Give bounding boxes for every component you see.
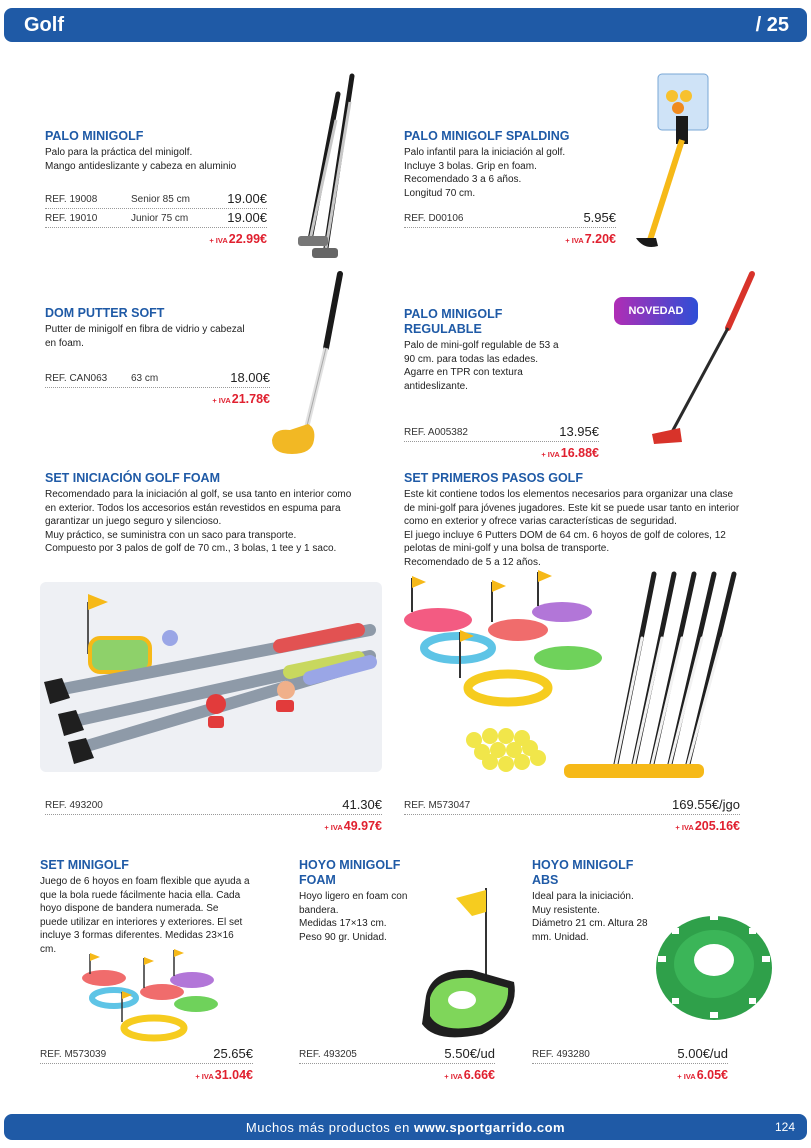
desc-line: Palo infantil para la iniciación al golf. [404, 147, 566, 158]
foam-hole-photo [412, 884, 524, 1044]
iva-price: + IVA6.66€ [444, 1068, 495, 1082]
desc-line: Palo de mini-golf regulable de 53 a [404, 340, 559, 351]
iva-price: + IVA7.20€ [565, 232, 616, 246]
page-header [4, 8, 807, 42]
desc-line: Recomendado de 5 a 12 años. [404, 556, 541, 568]
product-description [45, 146, 305, 173]
ref-detail: Junior 75 cm [131, 213, 189, 224]
product-title: DOM PUTTER SOFT [45, 306, 165, 320]
ref-code: REF. 493205 [299, 1049, 357, 1060]
iva-price: + IVA16.88€ [541, 446, 599, 460]
ref-code: REF. M573047 [404, 800, 471, 811]
ref-price: 18.00€ [230, 370, 270, 385]
desc-line: mm. Unidad. [532, 931, 589, 943]
section-number: / 25 [755, 14, 789, 36]
desc-line: Palo para la práctica del minigolf. [45, 147, 193, 158]
desc-line: Este kit contiene todos los elementos necesarios para organizar una clase [404, 489, 734, 500]
desc-line: que la bola ruede fácilmente hacia ella. Cada [40, 889, 241, 901]
ref-price: 169.55€/jgo [672, 797, 740, 812]
ref-detail: 63 cm [131, 373, 159, 384]
desc-line: Muy práctico, se suministra con un saco para transporte. [45, 529, 297, 541]
desc-line: Incluye 3 bolas. Grip en foam. [404, 160, 537, 172]
product-title: PALO MINIGOLF REGULABLE [404, 307, 503, 336]
abs-hole-photo [654, 912, 774, 1024]
ref-code: REF. M573039 [40, 1049, 107, 1060]
ref-row [299, 1046, 495, 1064]
minigolf-holes-set-photo [78, 948, 228, 1044]
iva-price: + IVA31.04€ [195, 1068, 253, 1082]
ref-row [404, 210, 616, 228]
ref-detail: Senior 85 cm [131, 194, 190, 205]
ref-row [45, 370, 270, 388]
minigolf-club-photo [292, 72, 372, 267]
ref-row [404, 797, 740, 815]
desc-line: como en exterior y ofrece varias características de seguridad. [404, 516, 677, 527]
page-title: Golf [24, 14, 64, 36]
product-title: SET MINIGOLF [40, 858, 129, 872]
desc-line: antideslizante. [404, 380, 468, 392]
desc-line: Recomendado 3 a 6 años. [404, 174, 522, 185]
ref-row [40, 1046, 253, 1064]
product-title: SET INICIACIÓN GOLF FOAM [45, 471, 220, 485]
product-palo-minigolf [45, 129, 305, 173]
ref-code: REF. A005382 [404, 427, 468, 438]
ref-row [45, 797, 382, 815]
page-number: 124 [774, 1120, 795, 1134]
ref-row [45, 191, 267, 209]
ref-price: 13.95€ [559, 424, 599, 439]
desc-line: puede utilizar en interiores y exteriores. El set [40, 916, 243, 928]
product-palo-spalding [404, 129, 644, 200]
product-set-primeros [404, 471, 789, 569]
desc-line: Putter de minigolf en fibra de vidrio y cabezal [45, 324, 245, 335]
desc-line: Ideal para la iniciación. [532, 891, 634, 902]
iva-price: + IVA21.78€ [212, 392, 270, 406]
ref-price: 19.00€ [227, 210, 267, 225]
ref-price: 5.50€/ud [444, 1046, 495, 1061]
desc-line: Longitud 70 cm. [404, 187, 476, 199]
product-description [404, 146, 644, 200]
desc-line: pelotas de mini-golf y una bolsa de transporte. [404, 543, 610, 554]
desc-line: Muy resistente. [532, 904, 600, 916]
desc-line: Recomendado para la iniciación al golf, se usa tanto en interior como [45, 489, 352, 500]
product-description [404, 339, 604, 393]
product-title: SET PRIMEROS PASOS GOLF [404, 471, 583, 485]
iva-price: + IVA6.05€ [677, 1068, 728, 1082]
product-palo-regulable [404, 307, 604, 393]
desc-line: bandera. [299, 904, 339, 916]
ref-price: 5.95€ [583, 210, 616, 225]
ref-row [404, 424, 599, 442]
page-footer [4, 1114, 807, 1140]
ref-code: REF. 493200 [45, 800, 103, 811]
ref-price: 5.00€/ud [677, 1046, 728, 1061]
product-description [404, 488, 789, 569]
desc-line: Diámetro 21 cm. Altura 28 [532, 918, 648, 929]
product-description [45, 488, 390, 556]
iva-price: + IVA49.97€ [324, 819, 382, 833]
ref-code: REF. CAN063 [45, 373, 108, 384]
product-description [532, 890, 672, 944]
footer-text: Muchos más productos en www.sportgarrido.com [245, 1120, 566, 1135]
desc-line: incluye 3 formas diferentes. Medidas 23×16 [40, 930, 234, 941]
footer-website-link[interactable]: www.sportgarrido.com [413, 1120, 566, 1135]
desc-line: garantizar un juego seguro y silencioso. [45, 516, 222, 527]
desc-line: hoyo dispone de bandera numerada. Se [40, 903, 219, 914]
product-dom-putter [45, 306, 285, 350]
product-description [40, 875, 275, 956]
desc-line: 90 cm. para todas las edades. [404, 353, 538, 365]
desc-line: de mini-golf para jóvenes jugadores. Este kit se puede usar tanto en interior [404, 502, 740, 514]
new-badge: NOVEDAD [614, 297, 698, 325]
dom-putter-photo [268, 268, 348, 458]
product-title: HOYO MINIGOLF FOAM [299, 858, 401, 887]
ref-code: REF. D00106 [404, 213, 464, 224]
iva-price: + IVA22.99€ [209, 232, 267, 246]
desc-line: Juego de 6 hoyos en foam flexible que ayuda a [40, 876, 250, 887]
product-hoyo-abs [532, 858, 672, 944]
desc-line: Peso 90 gr. Unidad. [299, 931, 387, 943]
product-title: PALO MINIGOLF [45, 129, 144, 143]
ref-row [532, 1046, 728, 1064]
ref-code: REF. 493280 [532, 1049, 590, 1060]
product-title: PALO MINIGOLF SPALDING [404, 129, 570, 143]
product-title: HOYO MINIGOLF ABS [532, 858, 634, 887]
product-description [45, 323, 285, 350]
desc-line: Hoyo ligero en foam con [299, 891, 408, 902]
ref-price: 19.00€ [227, 191, 267, 206]
product-set-minigolf [40, 858, 275, 956]
desc-line: cm. [40, 943, 57, 955]
desc-line: Agarre en TPR con textura [404, 367, 523, 378]
ref-code: REF. 19010 [45, 213, 98, 224]
desc-line: Compuesto por 3 palos de golf de 70 cm., 3 bolas, 1 tee y 1 saco. [45, 543, 337, 554]
ref-row [45, 210, 267, 228]
desc-line: El juego incluye 6 Putters DOM de 64 cm. 6 hoyos de golf de colores, 12 [404, 529, 726, 541]
desc-line: en foam. [45, 337, 84, 349]
ref-price: 41.30€ [342, 797, 382, 812]
foam-set-photo [40, 582, 382, 772]
desc-line: en exterior. Todos los accesorios están revestidos en espuma para [45, 502, 341, 514]
regulable-club-photo [648, 268, 763, 450]
iva-price: + IVA205.16€ [675, 819, 740, 833]
spalding-club-photo [628, 70, 718, 255]
desc-line: Medidas 17×13 cm. [299, 918, 387, 929]
product-set-foam [45, 471, 390, 556]
ref-price: 25.65€ [213, 1046, 253, 1061]
desc-line: Mango antideslizante y cabeza en aluminio [45, 160, 237, 172]
primeros-pasos-set-photo [398, 568, 750, 790]
ref-code: REF. 19008 [45, 194, 98, 205]
